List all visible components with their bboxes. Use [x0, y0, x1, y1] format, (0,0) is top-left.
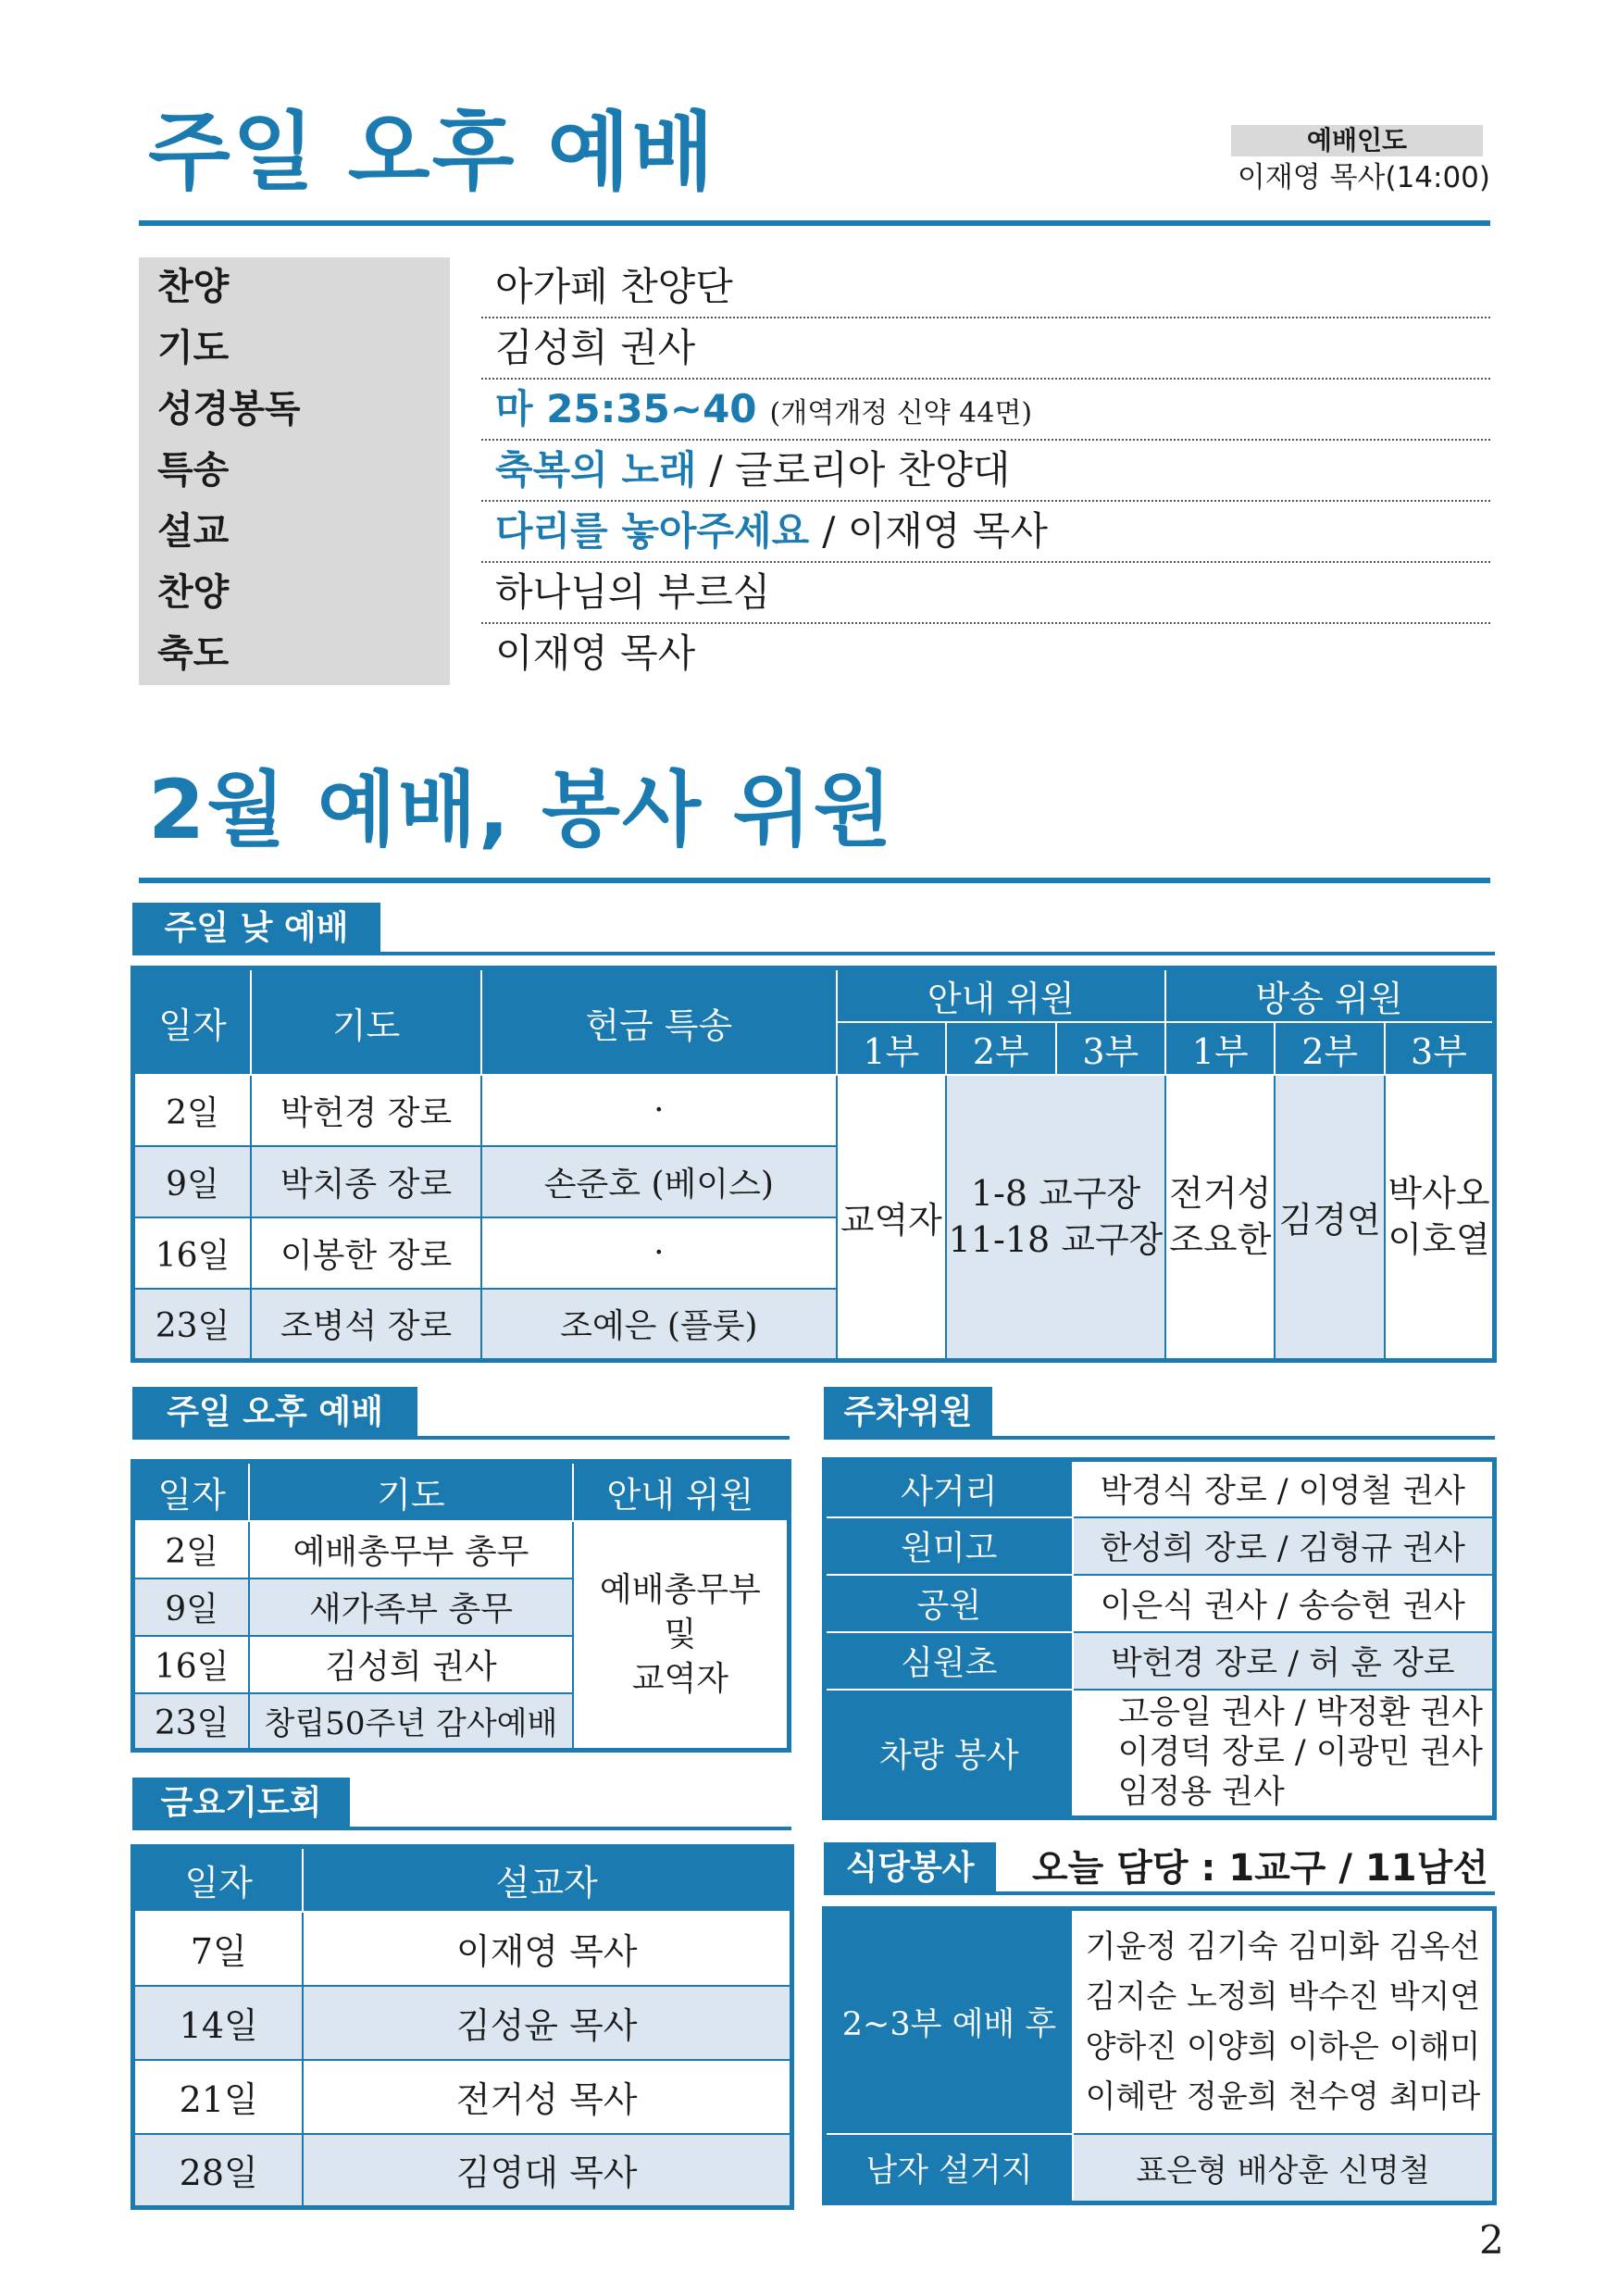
header-date: 일자	[133, 968, 252, 1076]
page-number: 2	[1479, 2217, 1504, 2263]
order-value-main: 김성희 권사	[495, 325, 696, 370]
table-cell: 16일	[133, 1636, 250, 1693]
kitchen-line3: 양하진 이양희 이하은 이해미	[1085, 2028, 1481, 2066]
day-service-table	[131, 966, 1497, 1363]
table-cell: 2일	[133, 1075, 252, 1146]
tab-friday: 금요기도회	[132, 1778, 350, 1829]
order-value	[495, 505, 1048, 557]
dish-label: 남자 설거지	[825, 2134, 1073, 2202]
kitchen-line1: 기윤정 김기숙 김미화 김옥선	[1085, 1928, 1481, 1966]
table-cell: 9일	[133, 1146, 252, 1217]
header-broadcast: 방송 위원	[1165, 968, 1495, 1023]
table-cell: 7일	[133, 1912, 304, 1986]
parking-place: 공원	[825, 1575, 1073, 1632]
table-cell: 창립50주년 감사예배	[249, 1693, 572, 1751]
table-cell: 김성희 권사	[249, 1636, 572, 1693]
section-rule	[139, 878, 1490, 883]
table-cell: 14일	[133, 1986, 304, 2060]
order-label: 기도	[157, 327, 230, 369]
tab-day-service-line	[132, 952, 1495, 955]
dotted-divider	[481, 317, 1490, 318]
order-label: 찬양	[157, 571, 230, 614]
order-label: 축도	[157, 632, 230, 675]
leader-value: 이재영 목사(14:00)	[1237, 161, 1490, 194]
order-value	[495, 322, 708, 374]
dotted-divider	[481, 561, 1490, 563]
vehicle-names	[1073, 1690, 1495, 1818]
kitchen-names	[1073, 1909, 1495, 2135]
dotted-divider	[481, 378, 1490, 380]
tab-day-service: 주일 낮 예배	[132, 903, 380, 955]
broadcast-1-line1: 전거성	[1169, 1173, 1272, 1215]
dotted-divider	[481, 622, 1490, 624]
header-preacher: 설교자	[303, 1847, 791, 1912]
tab-kitchen-line	[824, 1891, 1495, 1895]
order-value	[495, 261, 746, 313]
header-prayer: 기도	[249, 1462, 572, 1521]
table-cell: 예배총무부 총무	[249, 1521, 572, 1578]
order-value-rest: / 글로리아 찬양대	[709, 447, 1011, 493]
table-cell: 2일	[133, 1521, 250, 1578]
order-value-main: 아가페 찬양단	[495, 264, 733, 309]
table-cell: 조병석 장로	[251, 1289, 481, 1360]
broadcast-3-cell	[1385, 1075, 1495, 1360]
guide-1-cell: 교역자	[837, 1075, 946, 1360]
order-value-main: 이재영 목사	[495, 630, 696, 676]
parking-names: 박헌경 장로 / 허 훈 장로	[1073, 1632, 1495, 1690]
afternoon-guide-line3: 교역자	[631, 1659, 729, 1698]
kitchen-today: 오늘 담당 : 1교구 / 11남선	[1032, 1847, 1488, 1890]
table-cell: 9일	[133, 1578, 250, 1636]
parking-place: 사거리	[825, 1460, 1073, 1517]
header-guide: 안내 위원	[573, 1462, 790, 1521]
order-value-rest: (개역개정 신약 44면)	[769, 397, 1033, 430]
table-cell: 23일	[133, 1693, 250, 1751]
order-value	[495, 444, 1010, 496]
order-value-rest: / 이재영 목사	[822, 508, 1048, 554]
guide-23-line1: 1-8 교구장	[970, 1173, 1141, 1215]
broadcast-2-cell: 김경연	[1275, 1075, 1384, 1360]
tab-kitchen: 식당봉사	[824, 1842, 996, 1894]
header-date: 일자	[133, 1462, 250, 1521]
tab-parking-line	[824, 1436, 1495, 1440]
order-label: 성경봉독	[157, 388, 301, 430]
order-value	[495, 383, 1032, 440]
afternoon-guide-line1: 예배총무부	[599, 1570, 761, 1609]
dish-names: 표은형 배상훈 신명철	[1073, 2134, 1495, 2202]
afternoon-guide-cell	[573, 1521, 790, 1751]
header-guide-1: 1부	[837, 1022, 946, 1075]
tab-parking: 주차위원	[824, 1387, 992, 1439]
order-value-main: 하나님의 부르심	[495, 569, 771, 615]
broadcast-1-cell	[1165, 1075, 1275, 1360]
header-guide-3: 3부	[1056, 1022, 1165, 1075]
table-cell: ·	[481, 1075, 837, 1146]
table-cell: 전거성 목사	[303, 2060, 791, 2134]
vehicle-line2: 이경덕 장로 / 이광민 권사	[1117, 1733, 1483, 1771]
parking-place: 원미고	[825, 1517, 1073, 1575]
guide-23-cell	[946, 1075, 1165, 1360]
leader-label: 예배인도	[1231, 125, 1483, 156]
table-cell: 28일	[133, 2134, 304, 2208]
tab-friday-line	[132, 1827, 791, 1830]
vehicle-line1: 고응일 권사 / 박정환 권사	[1117, 1693, 1483, 1731]
order-value	[495, 567, 783, 618]
tab-afternoon: 주일 오후 예배	[132, 1387, 417, 1439]
vehicle-line3: 임정용 권사	[1117, 1773, 1285, 1811]
dotted-divider	[481, 439, 1490, 441]
dotted-divider	[481, 500, 1490, 502]
table-cell: 16일	[133, 1217, 252, 1289]
header-broadcast-1: 1부	[1165, 1022, 1275, 1075]
friday-table	[131, 1844, 794, 2210]
table-cell: 김영대 목사	[303, 2134, 791, 2208]
header-offering: 헌금 특송	[481, 968, 837, 1076]
parking-names: 한성희 장로 / 김형규 권사	[1073, 1517, 1495, 1575]
kitchen-line2: 김지순 노정희 박수진 박지연	[1085, 1978, 1481, 2016]
vehicle-label: 차량 봉사	[825, 1690, 1073, 1818]
table-cell: 박헌경 장로	[251, 1075, 481, 1146]
section-title: 2월 예배, 봉사 위원	[148, 762, 894, 857]
tab-afternoon-line	[132, 1436, 790, 1440]
parking-names: 이은식 권사 / 송승현 권사	[1073, 1575, 1495, 1632]
kitchen-after-label: 2~3부 예배 후	[825, 1909, 1073, 2135]
parking-table	[822, 1457, 1497, 1820]
order-value	[495, 628, 708, 680]
header-guide-2: 2부	[946, 1022, 1055, 1075]
table-cell: 이봉한 장로	[251, 1217, 481, 1289]
table-cell: 21일	[133, 2060, 304, 2134]
table-cell: 23일	[133, 1289, 252, 1360]
page-title: 주일 오후 예배	[148, 103, 716, 202]
header-broadcast-3: 3부	[1385, 1022, 1495, 1075]
table-cell: 박치종 장로	[251, 1146, 481, 1217]
header-prayer: 기도	[251, 968, 481, 1076]
afternoon-guide-line2: 및	[664, 1615, 697, 1653]
header-guide: 안내 위원	[837, 968, 1165, 1023]
kitchen-line4: 이혜란 정윤희 천수영 최미라	[1085, 2078, 1481, 2116]
broadcast-3-line1: 박사오	[1388, 1173, 1490, 1215]
table-cell: 이재영 목사	[303, 1912, 791, 1986]
parking-names: 박경식 장로 / 이영철 권사	[1073, 1460, 1495, 1517]
table-cell: 새가족부 총무	[249, 1578, 572, 1636]
order-label: 특송	[157, 449, 230, 492]
order-label: 찬양	[157, 266, 230, 308]
afternoon-table	[131, 1459, 791, 1753]
order-value-highlight: 마 25:35~40	[495, 386, 757, 431]
broadcast-3-line2: 이호열	[1388, 1219, 1490, 1261]
broadcast-1-line2: 조요한	[1169, 1219, 1272, 1261]
header-date: 일자	[133, 1847, 304, 1912]
order-label: 설교	[157, 510, 230, 553]
order-value-highlight: 다리를 놓아주세요	[495, 508, 810, 554]
order-value-highlight: 축복의 노래	[495, 447, 697, 493]
title-rule	[139, 220, 1490, 226]
table-cell: ·	[481, 1217, 837, 1289]
table-cell: 손준호 (베이스)	[481, 1146, 837, 1217]
table-cell: 조예은 (플룻)	[481, 1289, 837, 1360]
header-broadcast-2: 2부	[1275, 1022, 1384, 1075]
guide-23-line2: 11-18 교구장	[948, 1219, 1164, 1261]
table-cell: 김성윤 목사	[303, 1986, 791, 2060]
kitchen-table	[822, 1906, 1497, 2205]
parking-place: 심원초	[825, 1632, 1073, 1690]
